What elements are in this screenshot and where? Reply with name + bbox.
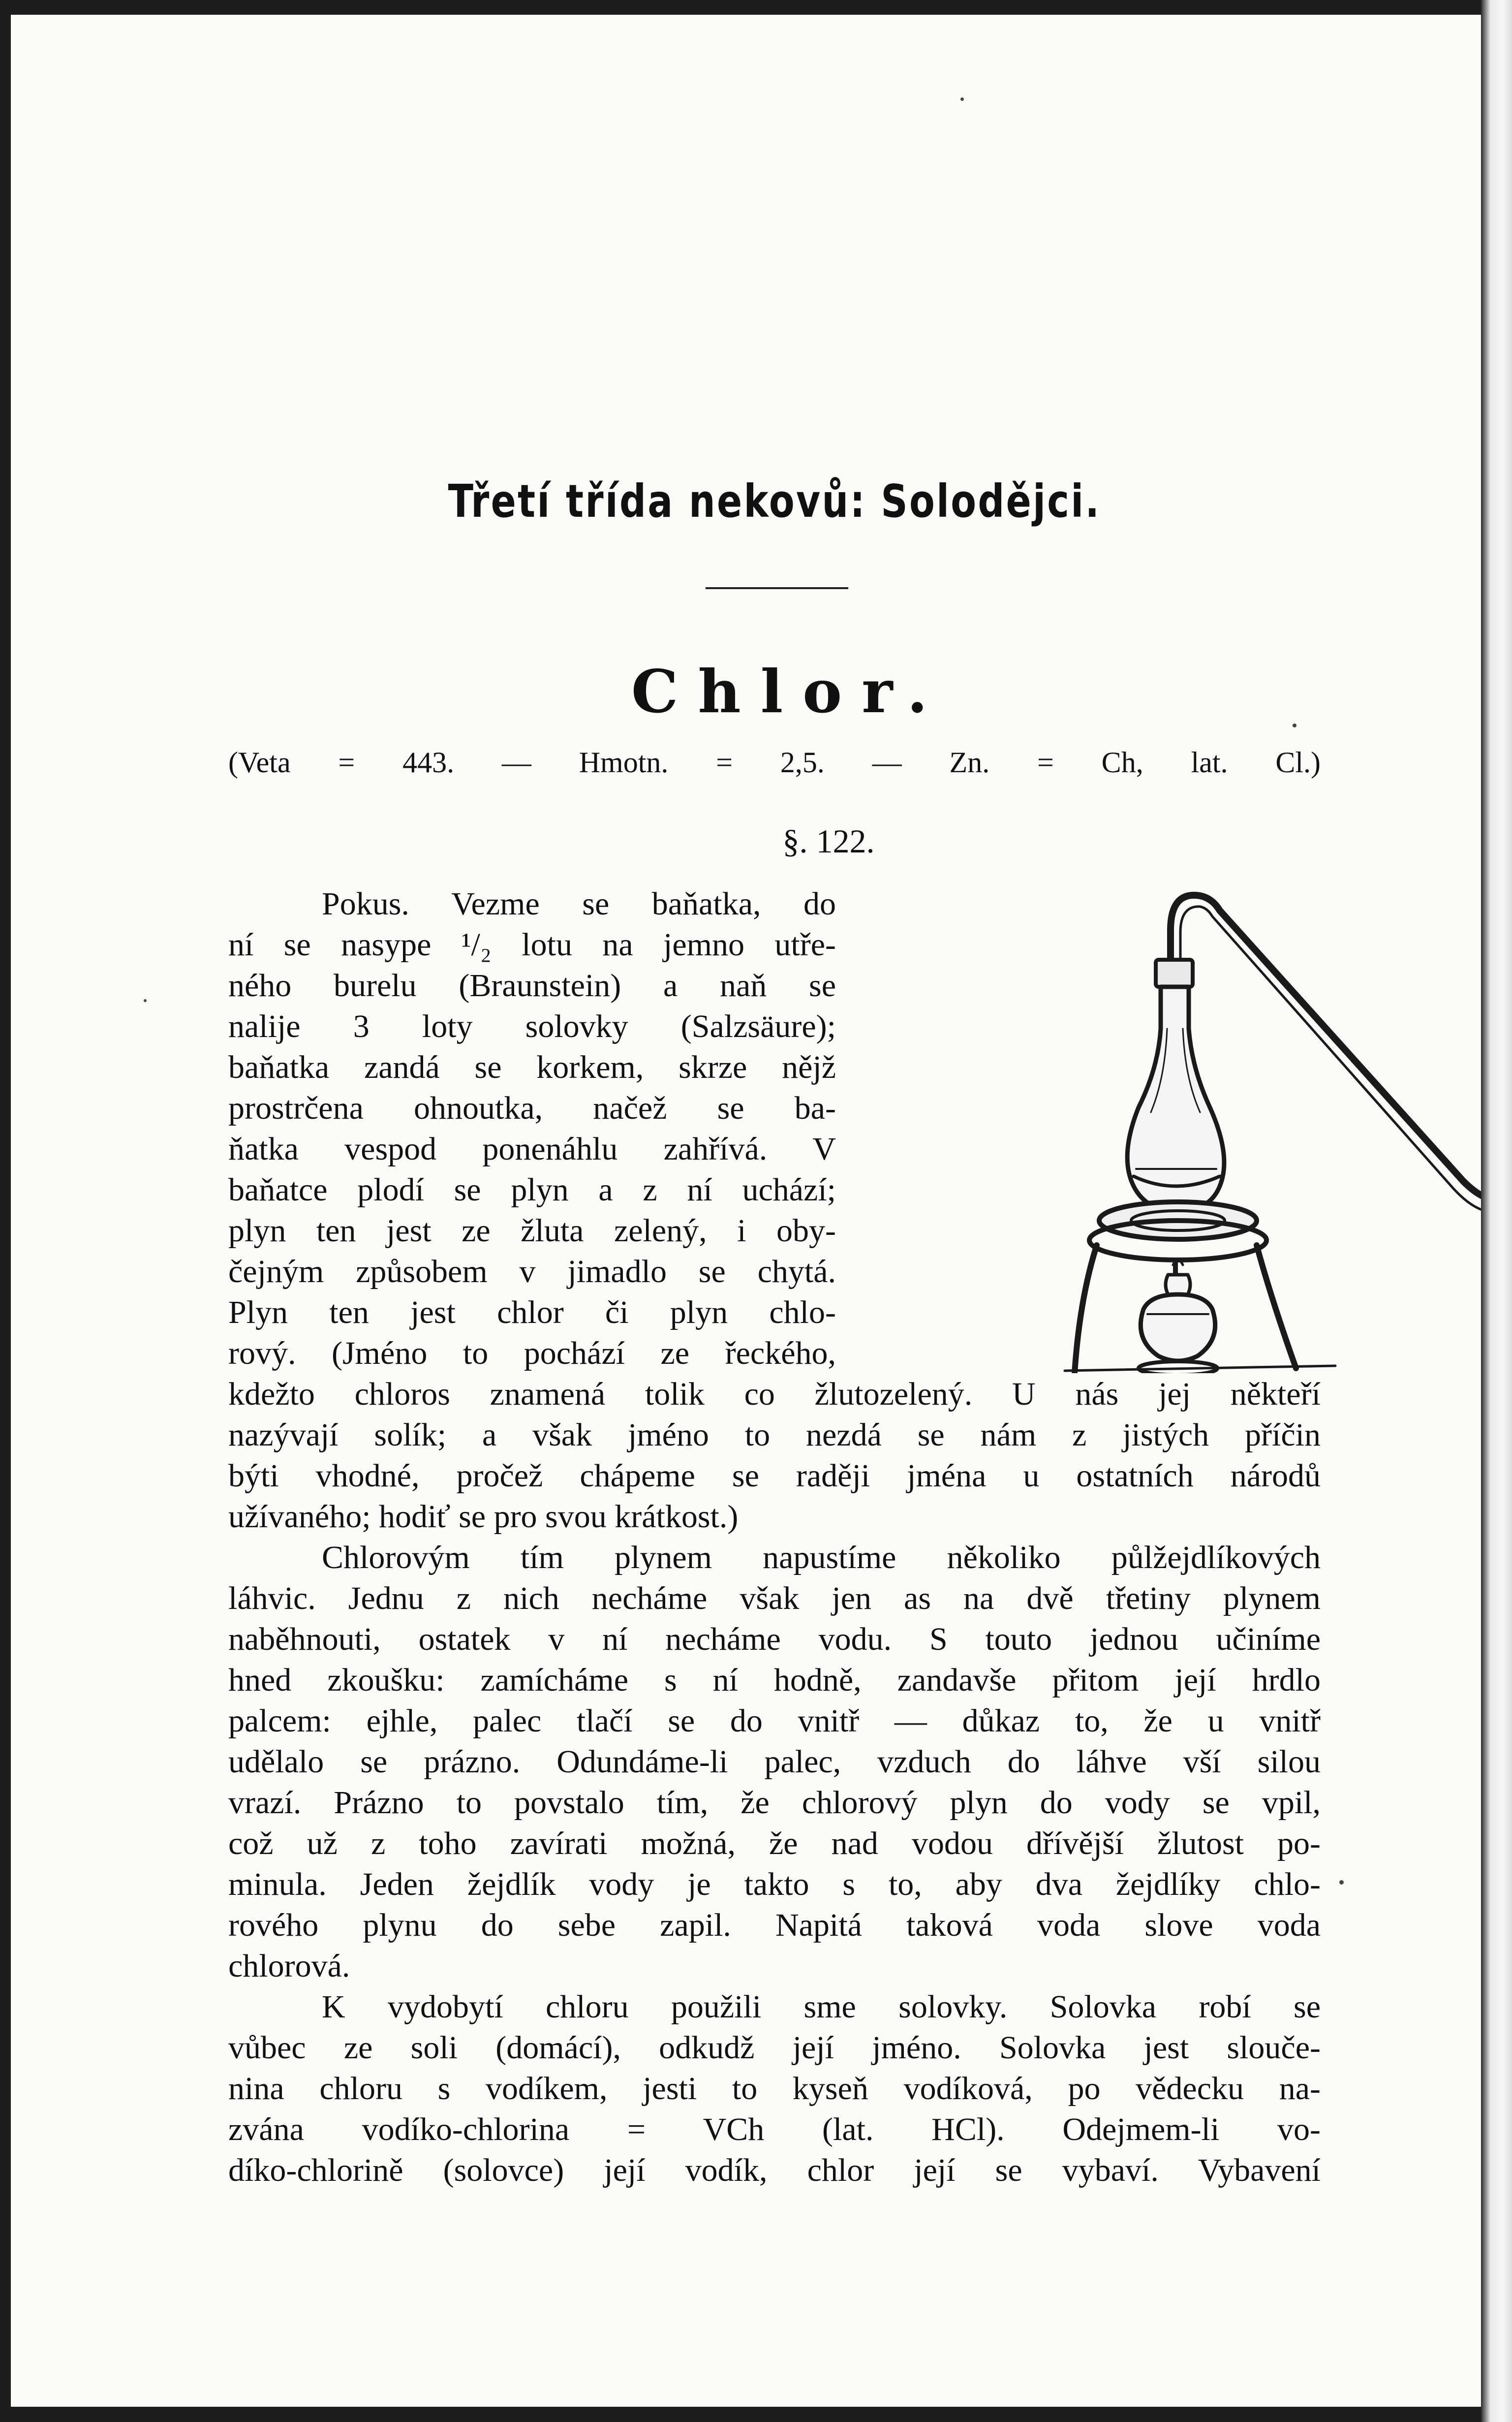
text-line: minula. Jeden žejdlík vody je takto s to, aby dva žejdlíky chlo- bbox=[228, 1866, 1321, 1902]
paper-speck bbox=[960, 97, 964, 101]
text-line: chlorová. bbox=[228, 1948, 350, 1984]
paragraph-number: §. 122. bbox=[782, 822, 875, 860]
text-line: ného burelu (Braunstein) a naň se bbox=[228, 968, 836, 1004]
text-line: plyn ten jest ze žluta zelený, i oby- bbox=[228, 1213, 836, 1249]
text-line: čejným způsobem v jimadlo se chytá. bbox=[228, 1254, 836, 1290]
section-title: Třetí třída nekovů: Solodějci. bbox=[448, 475, 1101, 528]
text-line: užívaného; hodiť se pro svou krátkost.) bbox=[228, 1499, 739, 1535]
text-line: K vydobytí chloru použili sme solovky. Solovka robí se bbox=[322, 1989, 1321, 2025]
text-line: což už z toho zavírati možná, že nad vodou dřívější žlutost po- bbox=[228, 1825, 1321, 1861]
text-line: nazývají solík; a však jméno to nezdá se nám z jistých příčin bbox=[228, 1417, 1321, 1453]
text-line: Plyn ten jest chlor či plyn chlo- bbox=[228, 1294, 836, 1330]
text-line: udělalo se prázno. Odundáme-li palec, vzduch do láhve vší silou bbox=[228, 1744, 1321, 1780]
text-line: rového plynu do sebe zapil. Napitá taková voda slove voda bbox=[228, 1907, 1321, 1943]
book-page bbox=[11, 15, 1481, 2407]
element-info-line: (Veta = 443. — Hmotn. = 2,5. — Zn. = Ch, lat. Cl.) bbox=[228, 746, 1321, 779]
text-line: ní se nasype ¹/₂ lotu na jemno utře- bbox=[228, 927, 836, 963]
text-line: kdežto chloros znamená tolik co žlutozelený. U nás jej někteří bbox=[228, 1376, 1321, 1412]
flask-apparatus-icon bbox=[1060, 881, 1481, 1373]
text-line: ňatka vespod ponenáhlu zahřívá. V bbox=[228, 1131, 836, 1167]
text-line: rový. (Jméno to pochází ze řeckého, bbox=[228, 1335, 836, 1371]
book-spine-edge bbox=[1481, 0, 1512, 2422]
paper-speck bbox=[144, 999, 147, 1002]
title-rule bbox=[706, 587, 848, 589]
text-line: býti vhodné, pročež chápeme se raději jména u ostatních národů bbox=[228, 1458, 1321, 1494]
text-line: palcem: ejhle, palec tlačí se do vnitř — důkaz to, že u vnitř bbox=[228, 1703, 1321, 1739]
text-line: baňatka zandá se korkem, skrze nějž bbox=[228, 1049, 836, 1085]
text-line: vrazí. Prázno to povstalo tím, že chlorový plyn do vody se vpil, bbox=[228, 1785, 1321, 1821]
text-line: nina chloru s vodíkem, jesti to kyseň vodíková, po vědecku na- bbox=[228, 2071, 1321, 2107]
text-line: hned zkoušku: zamícháme s ní hodně, zandavše přitom její hrdlo bbox=[228, 1662, 1321, 1698]
element-name: Chlor. bbox=[631, 657, 948, 726]
text-line: baňatce plodí se plyn a z ní uchází; bbox=[228, 1172, 836, 1208]
text-line: vůbec ze soli (domácí), odkudž její jméno. Solovka jest slouče- bbox=[228, 2030, 1321, 2066]
text-line: zvána vodíko-chlorina = VCh (lat. HCl). Odejmem-li vo- bbox=[228, 2111, 1321, 2147]
text-line: láhvic. Jednu z nich necháme však jen as na dvě třetiny plynem bbox=[228, 1580, 1321, 1616]
text-line: Chlorovým tím plynem napustíme několiko půlžejdlíkových bbox=[322, 1540, 1321, 1575]
text-line: nalije 3 loty solovky (Salzsäure); bbox=[228, 1008, 836, 1044]
text-line: Pokus. Vezme se baňatka, do bbox=[322, 886, 836, 922]
paper-speck bbox=[1339, 1880, 1344, 1885]
text-line: prostrčena ohnoutka, načež se ba- bbox=[228, 1090, 836, 1126]
text-line: naběhnouti, ostatek v ní necháme vodu. S touto jednou učiníme bbox=[228, 1621, 1321, 1657]
paper-speck bbox=[1293, 723, 1296, 727]
text-line: díko-chlorině (solovce) její vodík, chlor její se vybaví. Vybavení bbox=[228, 2152, 1321, 2188]
